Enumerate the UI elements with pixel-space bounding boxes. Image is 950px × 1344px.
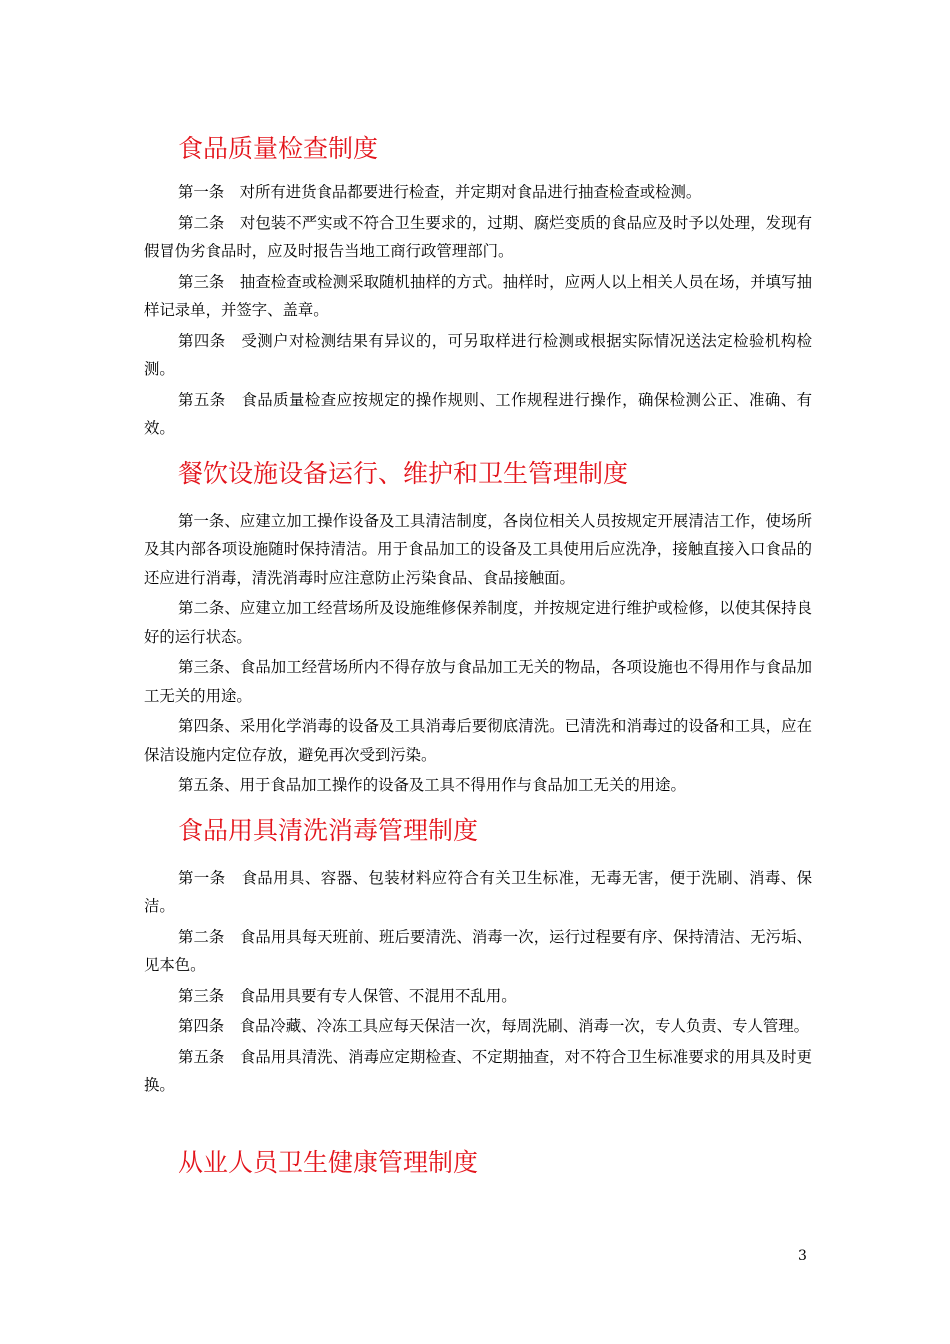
article-paragraph: 第一条、应建立加工操作设备及工具清洁制度，各岗位相关人员按规定开展清洁工作，使场所及其内部各项设施随时保持清洁。用于食品加工的设备及工具使用后应洗净，接触直接入口食品的还应进行消毒，清洗消毒时应注意防止污染食品、食品接触面。	[144, 511, 812, 587]
article-paragraph: 第二条 食品用具每天班前、班后要清洗、消毒一次，运行过程要有序、保持清洁、无污垢、见本色。	[144, 927, 812, 974]
article-paragraph: 第五条、用于食品加工操作的设备及工具不得用作与食品加工无关的用途。	[178, 776, 686, 794]
article-paragraph: 第五条 食品用具清洗、消毒应定期检查、不定期抽查，对不符合卫生标准要求的用具及时更换。	[144, 1047, 812, 1094]
article-paragraph: 第三条 食品用具要有专人保管、不混用不乱用。	[178, 986, 517, 1005]
article-paragraph: 第二条 对包装不严实或不符合卫生要求的，过期、腐烂变质的食品应及时予以处理，发现有假冒伪劣食品时，应及时报告当地工商行政管理部门。	[144, 213, 812, 260]
article-paragraph: 第三条、食品加工经营场所内不得存放与食品加工无关的物品，各项设施也不得用作与食品加工无关的用途。	[144, 658, 812, 705]
article-paragraph: 第四条 受测户对检测结果有异议的，可另取样进行检测或根据实际情况送法定检验机构检测。	[144, 331, 812, 378]
article-paragraph: 第二条、应建立加工经营场所及设施维修保养制度，并按规定进行维护或检修，以使其保持良好的运行状态。	[144, 599, 812, 646]
document-body	[144, 128, 812, 1184]
page-number: 3	[798, 1248, 807, 1264]
section-title: 食品质量检查制度	[178, 134, 379, 163]
article-paragraph: 第一条 食品用具、容器、包装材料应符合有关卫生标准，无毒无害，便于洗刷、消毒、保洁。	[144, 868, 812, 915]
article-paragraph: 第五条 食品质量检查应按规定的操作规则、工作规程进行操作，确保检测公正、准确、有效。	[144, 390, 812, 437]
section-title: 餐饮设施设备运行、维护和卫生管理制度	[178, 458, 629, 488]
article-paragraph: 第三条 抽查检查或检测采取随机抽样的方式。抽样时，应两人以上相关人员在场，并填写抽样记录单，并签字、盖章。	[144, 272, 812, 319]
article-paragraph: 第四条 食品冷藏、冷冻工具应每天保洁一次，每周洗刷、消毒一次，专人负责、专人管理。	[178, 1017, 810, 1035]
article-paragraph: 第一条 对所有进货食品都要进行检查，并定期对食品进行抽查检查或检测。	[178, 183, 702, 201]
article-paragraph: 第四条、采用化学消毒的设备及工具消毒后要彻底清洗。已清洗和消毒过的设备和工具，应在保洁设施内定位存放，避免再次受到污染。	[144, 717, 812, 764]
section-title: 从业人员卫生健康管理制度	[178, 1147, 479, 1177]
section-title: 食品用具清洗消毒管理制度	[178, 815, 479, 845]
